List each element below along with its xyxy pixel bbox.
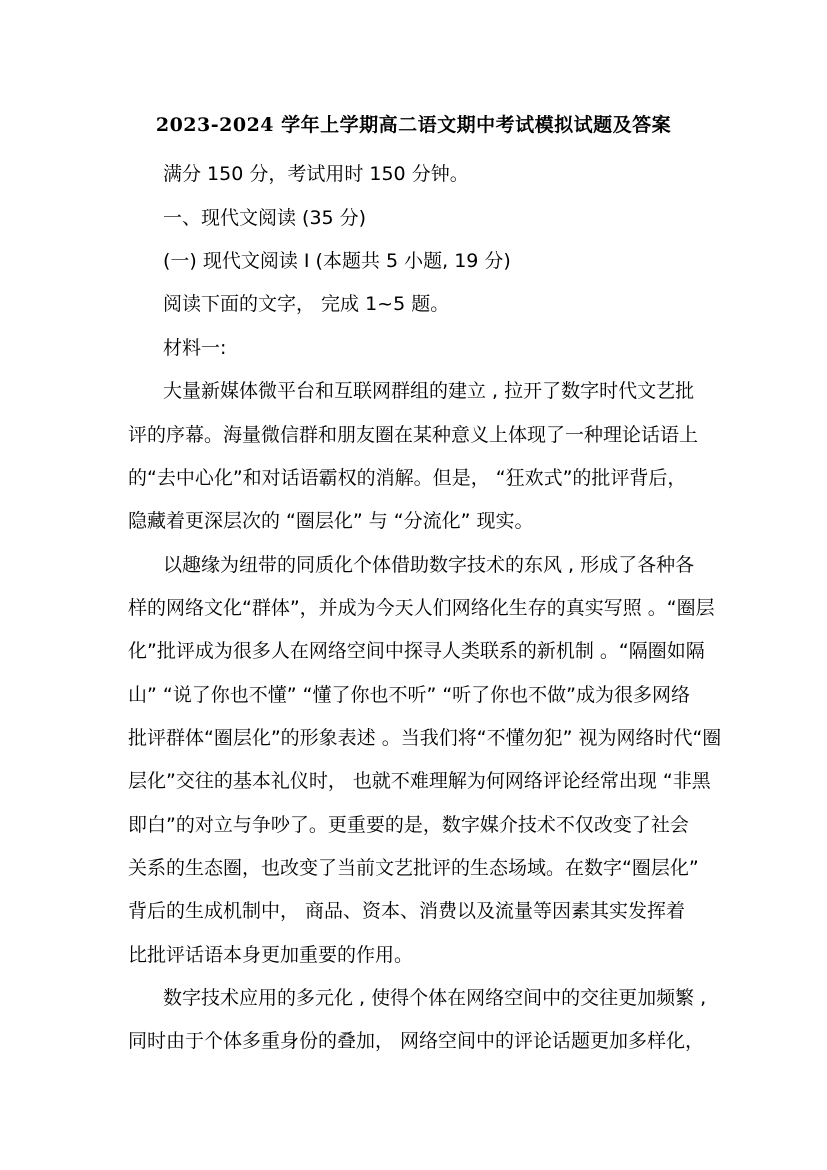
paragraph-line: 山” “说了你也不懂” “懂了你也不听” “听了你也不做”成为很多网络 xyxy=(128,684,691,706)
paragraph-line: 隐藏着更深层次的 “圈层化” 与 “分流化” 现实。 xyxy=(128,510,534,532)
document-title: 2023-2024 学年上学期高二语文期中考试模拟试题及答案 xyxy=(155,114,672,136)
paragraph-line: 大量新媒体微平台和互联网群组的建立 , 拉开了数字时代文艺批 xyxy=(163,380,695,402)
score-time-line: 满分 150 分，考试用时 150 分钟。 xyxy=(163,163,469,185)
paragraph-line: 化”批评成为很多人在网络空间中探寻人类联系的新机制 。“隔圈如隔 xyxy=(128,640,705,662)
section-heading: 一、现代文阅读 (35 分) xyxy=(163,207,367,229)
paragraph-line: 比批评话语本身更加重要的作用。 xyxy=(128,944,414,966)
paragraph-line: 背后的生成机制中， 商品、资本、消费以及流量等因素其实发挥着 xyxy=(128,900,686,922)
paragraph-line: 评的序幕。海量微信群和朋友圈在某种意义上体现了一种理论话语上 xyxy=(128,424,699,446)
paragraph-line: 样的网络文化“群体”，并成为今天人们网络化生存的真实写照 。“圈层 xyxy=(128,597,715,619)
paragraph-line: 的“去中心化”和对话语霸权的消解。但是， “狂欢式”的批评背后， xyxy=(128,467,687,489)
paragraph-line: 关系的生态圈，也改变了当前文艺批评的生态场域。在数字“圈层化” xyxy=(128,857,699,879)
subsection-heading: (一) 现代文阅读 I (本题共 5 小题, 19 分) xyxy=(163,250,511,272)
paragraph-line: 即白”的对立与争吵了。更重要的是，数字媒介技术不仅改变了社会 xyxy=(128,814,689,836)
paragraph-line: 批评群体“圈层化”的形象表述 。当我们将“不懂勿犯” 视为网络时代“圈 xyxy=(128,727,722,749)
paragraph-line: 层化”交往的基本礼仪时， 也就不难理解为何网络评论经常出现 “非黑 xyxy=(128,770,711,792)
paragraph-line: 同时由于个体多重身份的叠加， 网络空间中的评论话题更加多样化， xyxy=(128,1030,705,1052)
material-label: 材料一: xyxy=(163,337,227,359)
instruction-line: 阅读下面的文字， 完成 1~5 题。 xyxy=(163,293,450,315)
paragraph-line: 数字技术应用的多元化 , 使得个体在网络空间中的交往更加频繁 , xyxy=(163,987,707,1009)
paragraph-line: 以趣缘为纽带的同质化个体借助数字技术的东风 , 形成了各种各 xyxy=(163,554,695,576)
